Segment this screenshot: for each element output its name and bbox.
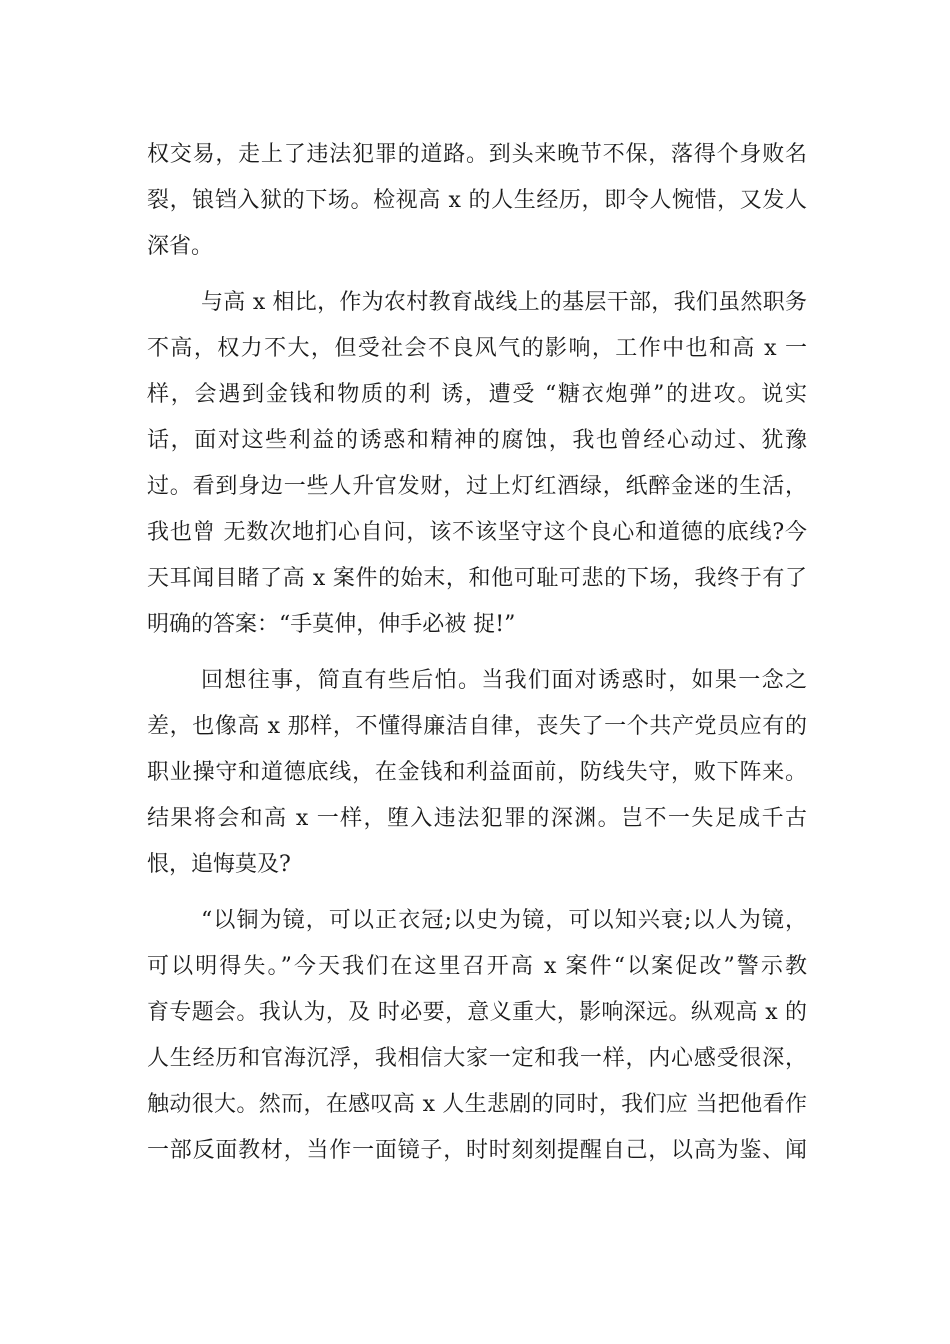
text-line: 职业操守和道德底线，在金钱和利益面前，防线失守，败下阵来。 — [147, 760, 807, 785]
text-line: 深省。 — [147, 234, 214, 259]
text-line: 与高 x 相比，作为农村教育战线上的基层干部，我们虽然职务 — [201, 290, 807, 315]
text-line: 结果将会和高 x 一样，堕入违法犯罪的深渊。岂不一失足成千古 — [147, 806, 807, 831]
paragraph-1 — [147, 132, 807, 270]
text-line: 人生经历和官海沉浮，我相信大家一定和我一样，内心感受很深， — [147, 1046, 807, 1071]
paragraph-4 — [147, 898, 807, 1174]
text-line: 明确的答案：“手莫伸，伸手必被 捉!” — [147, 612, 516, 637]
text-line: 权交易，走上了违法犯罪的道路。到头来晚节不保，落得个身败名 — [147, 142, 807, 167]
document-body — [147, 132, 807, 1174]
text-line: 裂，锒铛入狱的下场。检视高 x 的人生经历，即令人惋惜，又发人 — [147, 188, 807, 213]
paragraph-3 — [147, 658, 807, 888]
text-line: 一部反面教材，当作一面镜子，时时刻刻提醒自己，以高为鉴、闻 — [147, 1138, 807, 1163]
text-line: 触动很大。然而，在感叹高 x 人生悲剧的同时，我们应 当把他看作 — [147, 1092, 807, 1117]
text-line: 话，面对这些利益的诱惑和精神的腐蚀，我也曾经心动过、犹豫 — [147, 428, 807, 453]
text-line: 育专题会。我认为，及 时必要，意义重大，影响深远。纵观高 x 的 — [147, 1000, 807, 1025]
text-line: 过。看到身边一些人升官发财，过上灯红酒绿，纸醉金迷的生活， — [147, 474, 807, 499]
text-line: 天耳闻目睹了高 x 案件的始末，和他可耻可悲的下场，我终于有了 — [147, 566, 807, 591]
text-line: 差，也像高 x 那样，不懂得廉洁自律，丧失了一个共产党员应有的 — [147, 714, 807, 739]
text-line: 恨，追悔莫及? — [147, 852, 291, 877]
paragraph-2 — [147, 280, 807, 648]
text-line: “以铜为镜，可以正衣冠;以史为镜，可以知兴衰;以人为镜， — [201, 908, 807, 933]
text-line: 可以明得失。”今天我们在这里召开高 x 案件“以案促改”警示教 — [147, 954, 807, 979]
text-line: 回想往事，简直有些后怕。当我们面对诱惑时，如果一念之 — [201, 668, 807, 693]
text-line: 不高，权力不大，但受社会不良风气的影响，工作中也和高 x 一 — [147, 336, 807, 361]
text-line: 我也曾 无数次地扪心自问，该不该坚守这个良心和道德的底线?今 — [147, 520, 807, 545]
text-line: 样，会遇到金钱和物质的利 诱，遭受 “糖衣炮弹”的进攻。说实 — [147, 382, 807, 407]
